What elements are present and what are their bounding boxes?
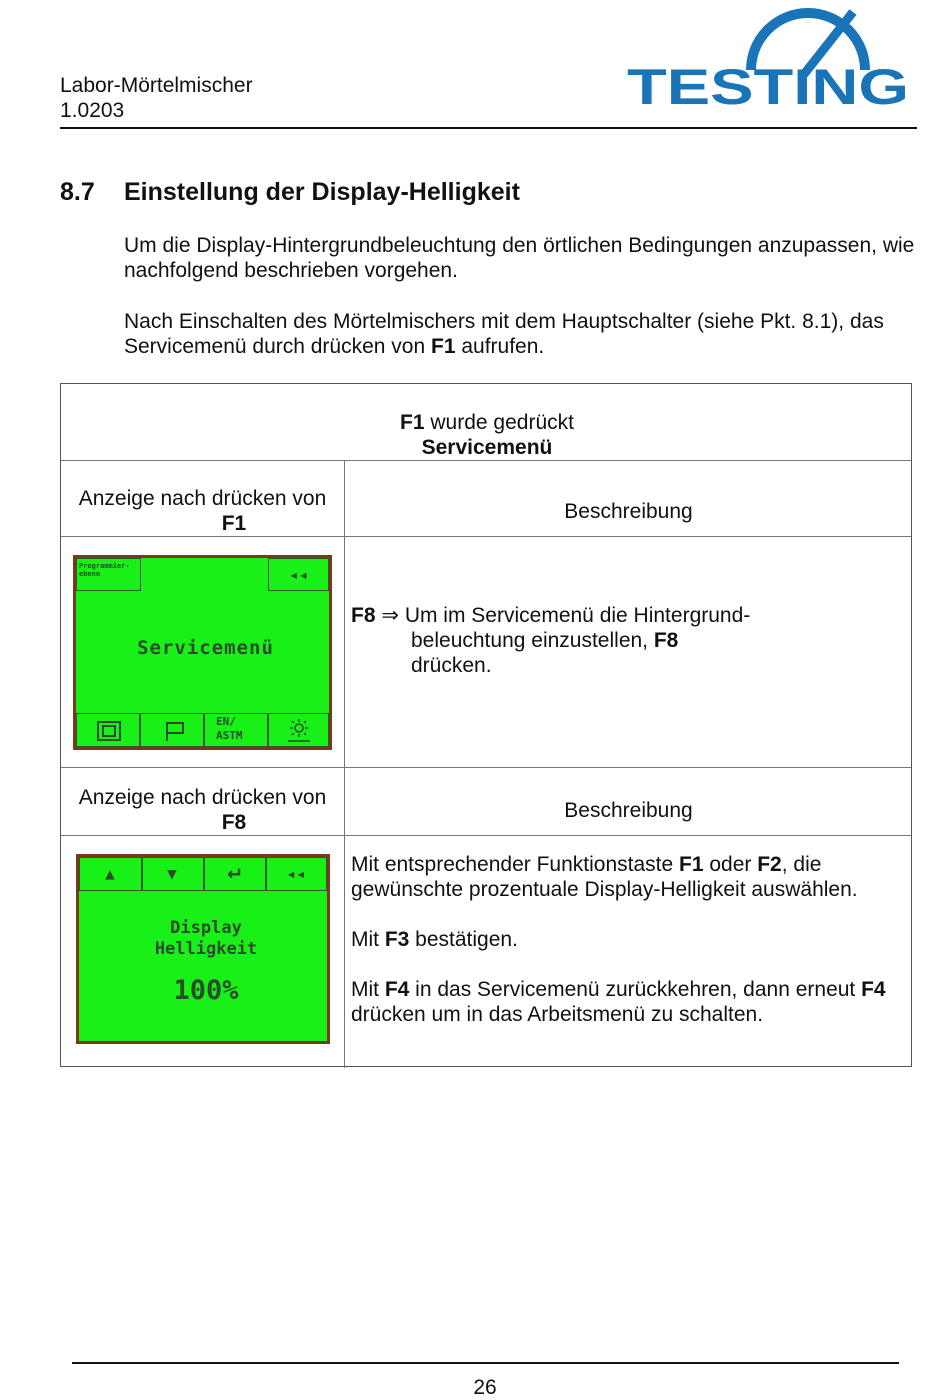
brightness-label: Helligkeit bbox=[154, 939, 258, 959]
display-title: Servicemenü bbox=[137, 637, 274, 659]
brightness-display bbox=[76, 854, 330, 1044]
row2-description-confirm: Mit F3 bestätigen. bbox=[351, 928, 518, 951]
row2-description-return: Mit F4 in das Servicemenü zurückkehren, dann erneut F4 drücken um in das Arbeitsmenü zu schalten. bbox=[351, 978, 886, 1026]
header-rule bbox=[60, 127, 917, 129]
row2-right-label: Beschreibung bbox=[564, 799, 693, 822]
language-standard-label: EN/ ASTM bbox=[216, 715, 243, 742]
logo-text: TESTING bbox=[627, 59, 909, 108]
section-number: 8.7 bbox=[60, 178, 95, 206]
servicemenu-display bbox=[73, 555, 332, 750]
instruction-paragraph: Nach Einschalten des Mörtelmischers mit dem Hauptschalter (siehe Pkt. 8.1), das Servicemenü durch drücken von F1 aufrufen. bbox=[124, 310, 884, 358]
program-icon bbox=[96, 720, 122, 742]
testing-logo bbox=[625, 8, 912, 108]
rewind-icon: ◂◂ bbox=[286, 864, 306, 883]
header-product: Labor-Mörtelmischer bbox=[60, 74, 253, 97]
intro-paragraph: Um die Display-Hintergrundbeleuchtung den örtlichen Bedingungen anzupassen, wie nachfolgend beschrieben vorgehen. bbox=[124, 234, 915, 282]
display-label: Display bbox=[170, 918, 242, 938]
brightness-value: 100% bbox=[173, 975, 239, 1006]
footer-rule bbox=[72, 1362, 899, 1364]
enter-icon: ↵ bbox=[227, 859, 241, 884]
procedure-table bbox=[60, 383, 912, 1067]
row1-description-line1: F8 ⇒ Um im Servicemenü die Hintergrund- bbox=[351, 604, 751, 627]
row2-left-key: F8 bbox=[221, 811, 247, 834]
flag-icon bbox=[164, 720, 186, 742]
row1-right-label: Beschreibung bbox=[564, 500, 693, 523]
table-caption: F1 wurde gedrückt bbox=[400, 411, 574, 434]
display-top-left-label: Programmier- ebene bbox=[79, 562, 130, 578]
arrow-up-icon: ▲ bbox=[105, 864, 115, 883]
row2-left-label: Anzeige nach drücken von bbox=[78, 786, 327, 809]
brightness-icon bbox=[286, 718, 312, 744]
header-number: 1.0203 bbox=[60, 99, 125, 122]
row1-description-line2: beleuchtung einzustellen, F8 bbox=[411, 629, 679, 652]
row1-left-label: Anzeige nach drücken von bbox=[78, 487, 327, 510]
page-number: 26 bbox=[473, 1376, 497, 1399]
row1-left-key: F1 bbox=[221, 512, 247, 535]
arrow-down-icon: ▼ bbox=[167, 864, 177, 883]
table-caption-sub: Servicemenü bbox=[421, 436, 553, 459]
rewind-icon: ◂◂ bbox=[288, 565, 309, 584]
row2-description-select: Mit entsprechender Funktionstaste F1 oder F2, die gewünschte prozentuale Display-Helligkeit auswählen. bbox=[351, 853, 858, 901]
row1-description-line3: drücken. bbox=[411, 654, 492, 677]
section-title: Einstellung der Display-Helligkeit bbox=[124, 178, 520, 206]
